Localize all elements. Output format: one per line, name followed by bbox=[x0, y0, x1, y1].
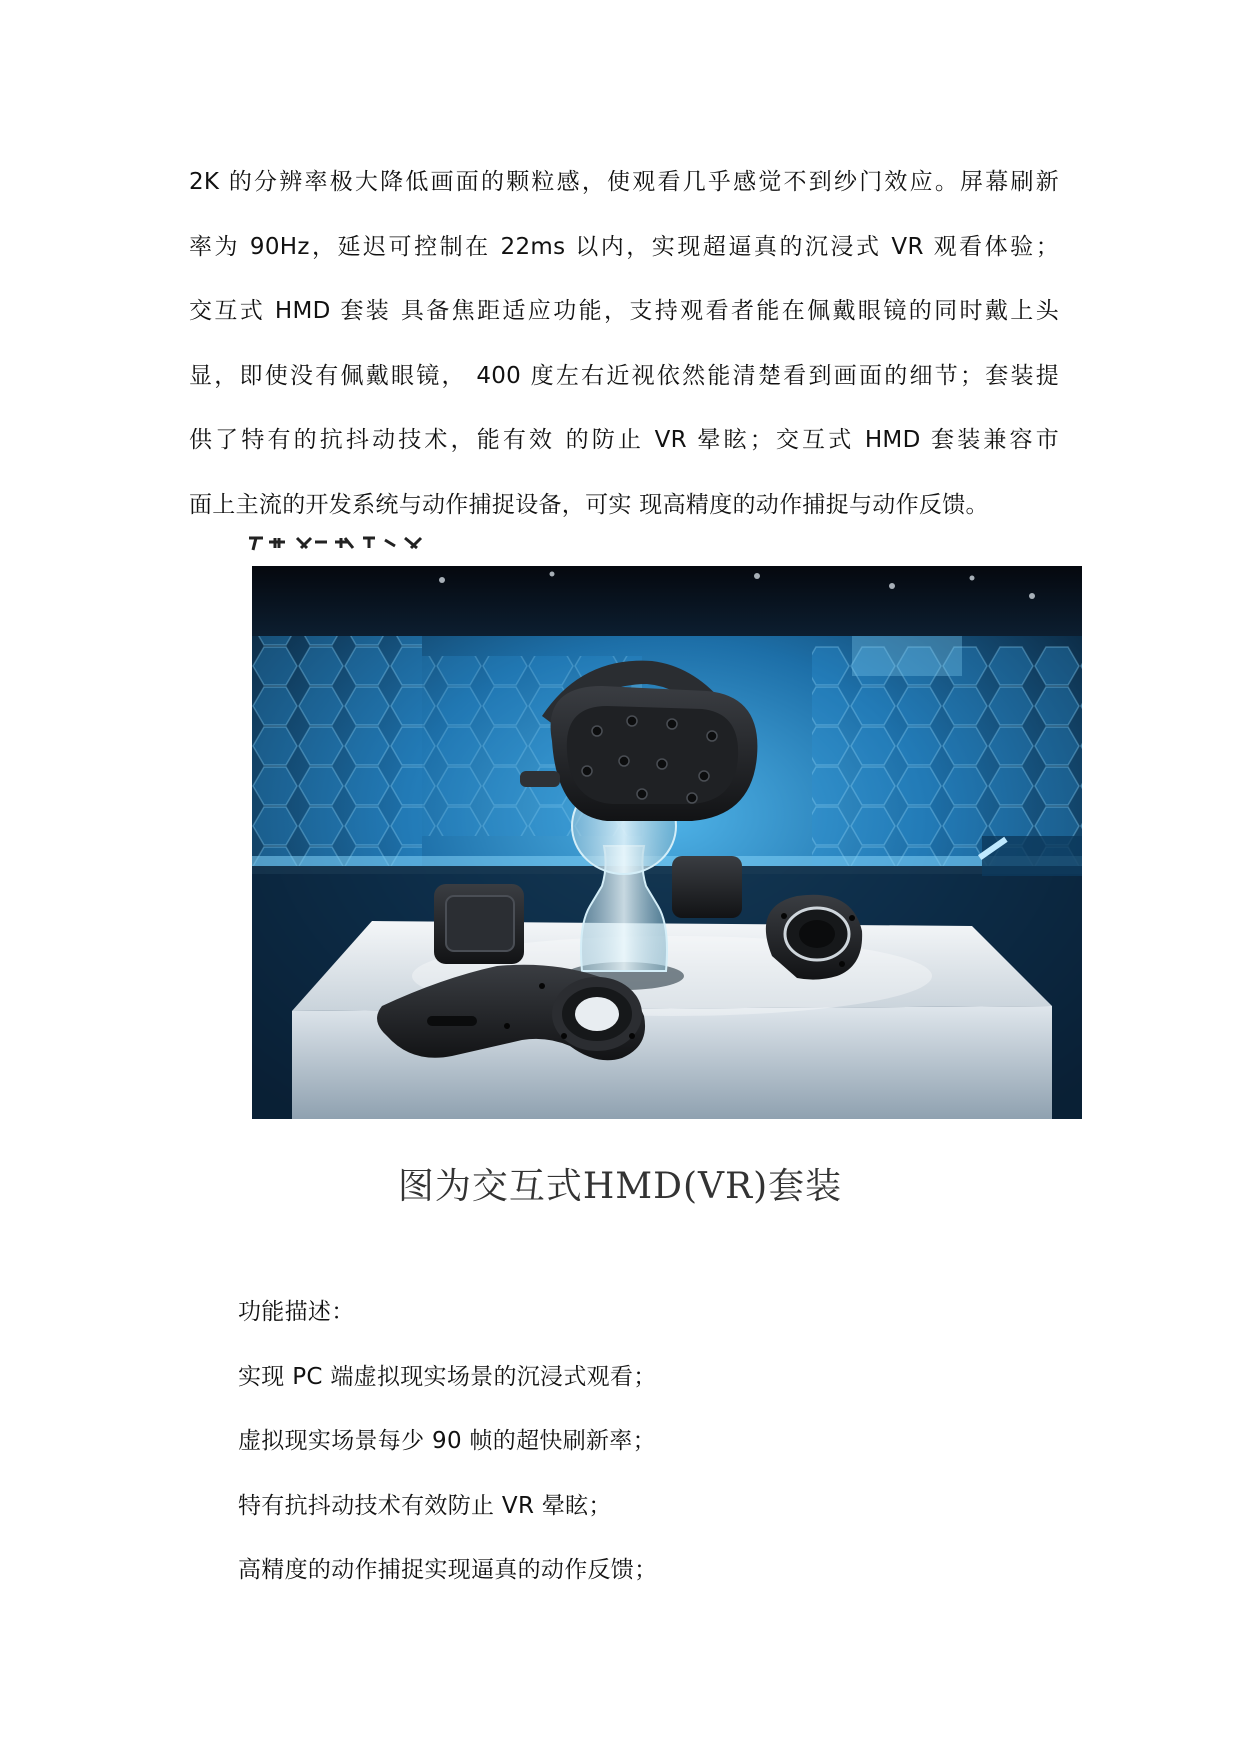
vr-kit-photo bbox=[252, 566, 1082, 1119]
feature-item: 高精度的动作捕捉实现逼真的动作反馈； bbox=[238, 1557, 658, 1583]
intro-line: 率为 90Hz，延迟可控制在 22ms 以内，实现超逼真的沉浸式 VR 观看体验； bbox=[189, 233, 1059, 260]
feature-item: 虚拟现实场景每少 90 帧的超快刷新率； bbox=[238, 1428, 656, 1454]
intro-line: 显，即使没有佩戴眼镜， 400 度左右近视依然能清楚看到画面的细节；套装提 bbox=[189, 362, 1059, 389]
feature-list bbox=[238, 1297, 1038, 1620]
cropped-text-fragment bbox=[245, 536, 435, 558]
intro-paragraph bbox=[189, 158, 1059, 545]
feature-item: 实现 PC 端虚拟现实场景的沉浸式观看； bbox=[238, 1363, 657, 1390]
figure-caption: 图为交互式HMD(VR)套装 bbox=[397, 1166, 843, 1207]
feature-item: 特有抗抖动技术有效防止 VR 晕眩； bbox=[238, 1492, 612, 1519]
intro-line: 供了特有的抗抖动技术，能有效 的防止 VR 晕眩；交互式 HMD 套装兼容市 bbox=[189, 427, 1059, 453]
intro-line: 交互式 HMD 套装 具备焦距适应功能，支持观看者能在佩戴眼镜的同时戴上头 bbox=[189, 298, 1059, 324]
intro-line: 2K 的分辨率极大降低画面的颗粒感，使观看几乎感觉不到纱门效应。屏幕刷新 bbox=[189, 169, 1059, 195]
intro-line: 面上主流的开发系统与动作捕捉设备，可实 现高精度的动作捕捉与动作反馈。 bbox=[189, 491, 989, 518]
feature-heading: 功能描述： bbox=[238, 1299, 355, 1325]
